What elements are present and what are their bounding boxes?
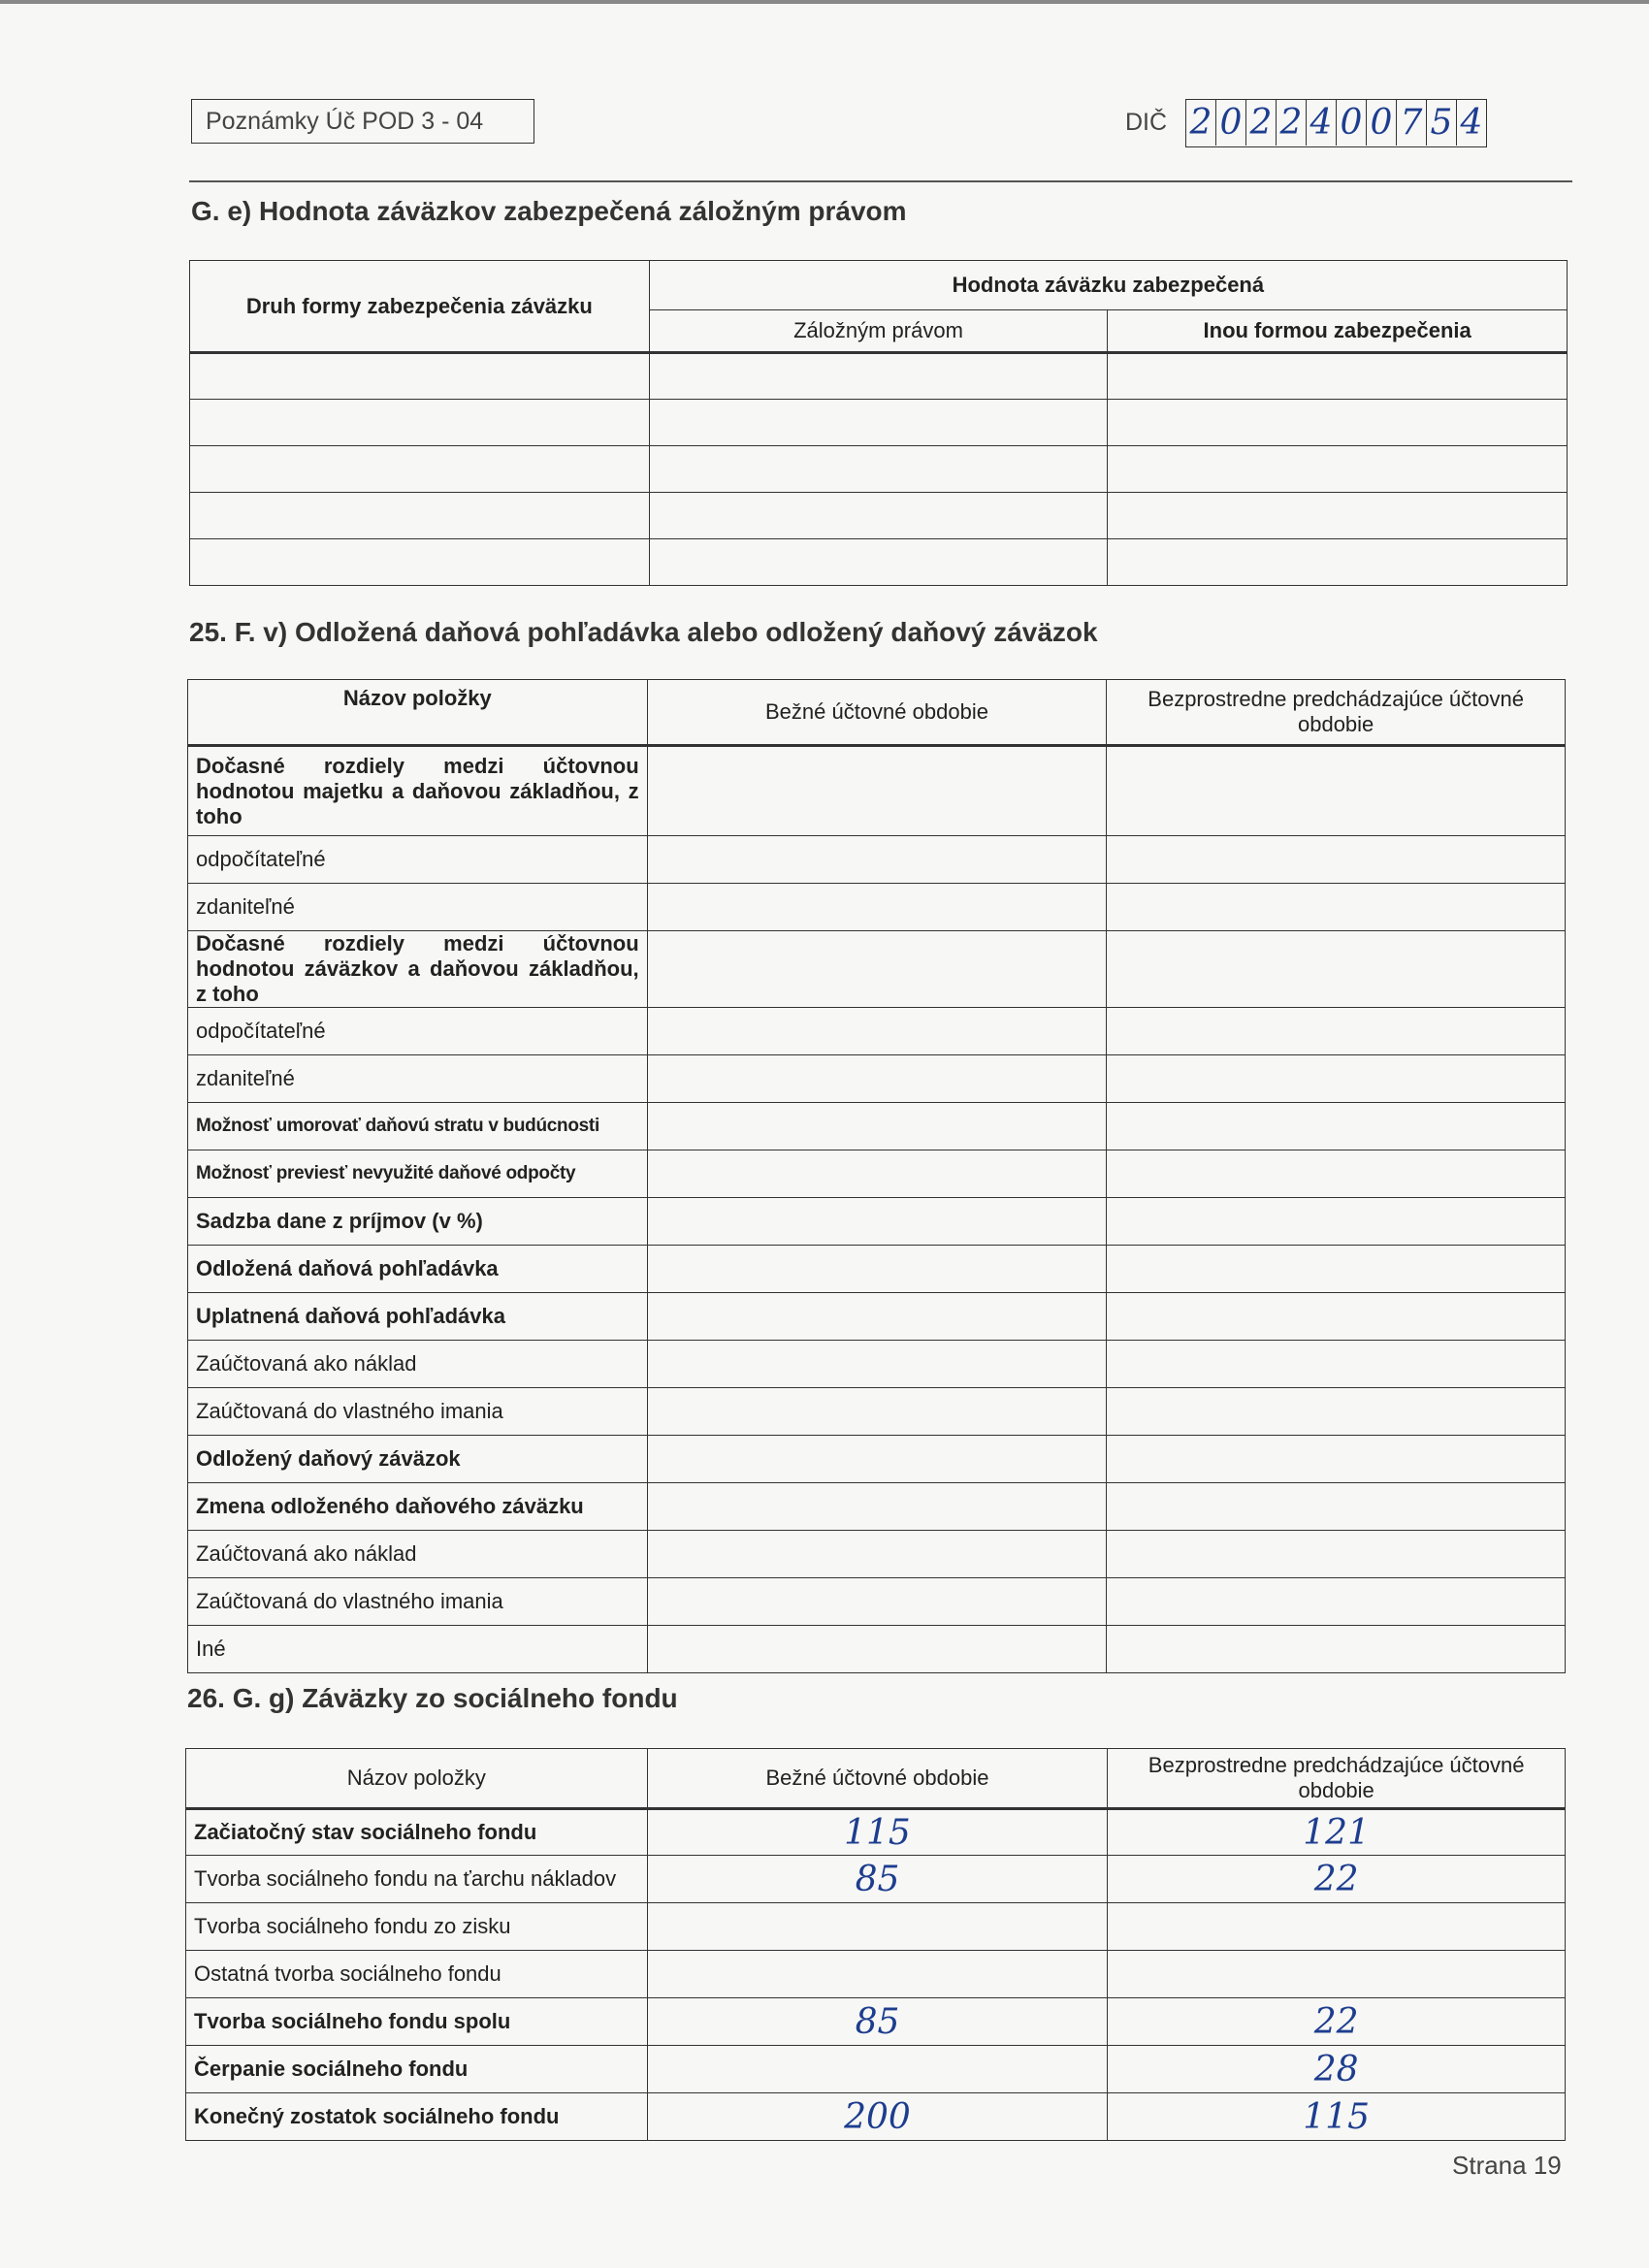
cell[interactable] [1107, 746, 1566, 836]
form-code-box [191, 99, 534, 144]
table-row [188, 1293, 1566, 1341]
current-value[interactable]: 85 [647, 1998, 1108, 2046]
cell[interactable] [1107, 1436, 1566, 1483]
cell[interactable] [1107, 1483, 1566, 1531]
cell[interactable] [647, 746, 1107, 836]
previous-value[interactable]: 28 [1108, 2046, 1566, 2093]
table-row [186, 1856, 1566, 1903]
cell[interactable] [647, 931, 1107, 1008]
dic-digit: 4 [1460, 103, 1483, 143]
cell[interactable] [649, 539, 1108, 586]
col-current-period: Bežné účtovné obdobie [647, 1749, 1108, 1809]
dic-field[interactable] [1185, 99, 1487, 147]
table-row [188, 1483, 1566, 1531]
table-row [188, 1626, 1566, 1673]
dic-digit: 0 [1216, 100, 1246, 146]
row-label: Odložená daňová pohľadávka [188, 1246, 648, 1293]
section-ge-title: G. e) Hodnota záväzkov zabezpečená záložným právom [191, 196, 907, 226]
row-label: zdaniteľné [188, 884, 648, 931]
cell[interactable] [1107, 1578, 1566, 1626]
cell[interactable] [647, 1150, 1107, 1198]
dic-digit: 5 [1427, 100, 1457, 146]
previous-value[interactable]: 22 [1108, 1856, 1566, 1903]
table-row [188, 1246, 1566, 1293]
cell[interactable] [647, 1246, 1107, 1293]
table-row [190, 400, 1568, 446]
current-value[interactable] [647, 2046, 1108, 2093]
header-divider [189, 180, 1572, 182]
table-row [188, 1436, 1566, 1483]
current-value[interactable] [647, 1903, 1108, 1951]
dic-label: DIČ [1125, 109, 1168, 136]
cell[interactable] [649, 353, 1108, 400]
row-label: Tvorba sociálneho fondu spolu [186, 1998, 648, 2046]
cell[interactable] [647, 1483, 1107, 1531]
table-row [186, 1998, 1566, 2046]
cell[interactable] [1107, 1293, 1566, 1341]
col-previous-period: Bezprostredne predchádzajúce účtovné obdobie [1108, 1749, 1566, 1809]
deferred-tax-table [187, 679, 1566, 1673]
previous-value[interactable] [1108, 1903, 1566, 1951]
table-row [190, 353, 1568, 400]
cell[interactable] [647, 836, 1107, 884]
row-label: Sadzba dane z príjmov (v %) [188, 1198, 648, 1246]
col-group-secured-value: Hodnota záväzku zabezpečená [649, 261, 1567, 310]
table-row [188, 1198, 1566, 1246]
row-label: Možnosť umorovať daňovú stratu v budúcnosti [188, 1103, 648, 1150]
dic-digit: 0 [1337, 100, 1367, 146]
cell[interactable] [647, 1008, 1107, 1055]
cell[interactable] [1108, 353, 1568, 400]
dic-digit: 0 [1367, 100, 1397, 146]
table-row [188, 1531, 1566, 1578]
table-row [188, 884, 1566, 931]
section-26-title: 26. G. g) Záväzky zo sociálneho fondu [187, 1683, 678, 1713]
cell[interactable] [647, 1388, 1107, 1436]
col-item-name: Názov položky [188, 680, 648, 746]
row-label: Tvorba sociálneho fondu zo zisku [186, 1903, 648, 1951]
cell[interactable] [190, 446, 650, 493]
cell[interactable] [1107, 1055, 1566, 1103]
col-security-type: Druh formy zabezpečenia záväzku [190, 261, 650, 353]
table-row [190, 446, 1568, 493]
row-label: Zmena odloženého daňového záväzku [188, 1483, 648, 1531]
table-row [188, 1008, 1566, 1055]
cell[interactable] [1108, 446, 1568, 493]
cell[interactable] [1107, 1388, 1566, 1436]
table-row [186, 1951, 1566, 1998]
cell[interactable] [647, 884, 1107, 931]
table-row [188, 1103, 1566, 1150]
cell[interactable] [647, 1341, 1107, 1388]
cell[interactable] [190, 353, 650, 400]
cell[interactable] [1107, 1150, 1566, 1198]
cell[interactable] [190, 400, 650, 446]
cell[interactable] [1108, 400, 1568, 446]
cell[interactable] [1107, 931, 1566, 1008]
cell[interactable] [647, 1578, 1107, 1626]
current-value[interactable]: 85 [647, 1856, 1108, 1903]
previous-value[interactable] [1108, 1951, 1566, 1998]
table-row [188, 836, 1566, 884]
dic-digit: 2 [1186, 100, 1216, 146]
col-item-name: Názov položky [186, 1749, 648, 1809]
cell[interactable] [647, 1531, 1107, 1578]
dic-digit: 4 [1307, 100, 1337, 146]
dic-digit: 2 [1246, 100, 1277, 146]
cell[interactable] [649, 493, 1108, 539]
table-row [188, 1388, 1566, 1436]
col-other-security: Inou formou zabezpečenia [1108, 310, 1568, 353]
cell[interactable] [1107, 1626, 1566, 1673]
current-value[interactable]: 200 [647, 2093, 1108, 2141]
row-label: Zaúčtovaná ako náklad [188, 1341, 648, 1388]
row-label: Tvorba sociálneho fondu na ťarchu nákladov [186, 1856, 648, 1903]
row-label: odpočítateľné [188, 836, 648, 884]
table-row [188, 1150, 1566, 1198]
table-row [186, 1809, 1566, 1856]
row-label: odpočítateľné [188, 1008, 648, 1055]
row-label: Odložený daňový záväzok [188, 1436, 648, 1483]
cell[interactable] [647, 1198, 1107, 1246]
cell[interactable] [1107, 1341, 1566, 1388]
section-25-title: 25. F. v) Odložená daňová pohľadávka alebo odložený daňový záväzok [189, 617, 1098, 647]
cell[interactable] [1107, 1531, 1566, 1578]
table-row [188, 1055, 1566, 1103]
row-label: Uplatnená daňová pohľadávka [188, 1293, 648, 1341]
row-label: Zaúčtovaná do vlastného imania [188, 1578, 648, 1626]
cell[interactable] [647, 1055, 1107, 1103]
table-row [190, 539, 1568, 586]
cell[interactable] [647, 1103, 1107, 1150]
row-label: Dočasné rozdiely medzi účtovnou hodnotou majetku a daňovou základňou, z toho [188, 746, 648, 836]
table-row [190, 493, 1568, 539]
cell[interactable] [1107, 1198, 1566, 1246]
secured-liabilities-table [189, 260, 1568, 586]
table-row [188, 931, 1566, 1008]
col-current-period: Bežné účtovné obdobie [647, 680, 1107, 746]
row-label: Iné [188, 1626, 648, 1673]
row-label: Čerpanie sociálneho fondu [186, 2046, 648, 2093]
table-row [188, 1578, 1566, 1626]
row-label: Zaúčtovaná ako náklad [188, 1531, 648, 1578]
row-label: Ostatná tvorba sociálneho fondu [186, 1951, 648, 1998]
table-row [186, 2046, 1566, 2093]
row-label: Možnosť previesť nevyužité daňové odpočty [188, 1150, 648, 1198]
cell[interactable] [647, 1293, 1107, 1341]
cell[interactable] [1107, 884, 1566, 931]
cell[interactable] [649, 400, 1108, 446]
dic-digit: 2 [1277, 100, 1307, 146]
cell[interactable] [190, 493, 650, 539]
table-row [188, 1341, 1566, 1388]
cell[interactable] [647, 1436, 1107, 1483]
previous-value[interactable]: 115 [1108, 2093, 1566, 2141]
page-number: Strana 19 [1452, 2151, 1562, 2180]
cell[interactable] [1108, 539, 1568, 586]
cell[interactable] [190, 539, 650, 586]
row-label: Začiatočný stav sociálneho fondu [186, 1809, 648, 1856]
col-previous-period: Bezprostredne predchádzajúce účtovné obdobie [1107, 680, 1566, 746]
cell[interactable] [1107, 1246, 1566, 1293]
social-fund-table [185, 1748, 1566, 2141]
table-row [186, 2093, 1566, 2141]
row-label: Konečný zostatok sociálneho fondu [186, 2093, 648, 2141]
previous-value[interactable]: 22 [1108, 1998, 1566, 2046]
row-label: zdaniteľné [188, 1055, 648, 1103]
current-value[interactable]: 115 [647, 1809, 1108, 1856]
current-value[interactable] [647, 1951, 1108, 1998]
form-code: Poznámky Úč POD 3 - 04 [206, 107, 484, 135]
cell[interactable] [649, 446, 1108, 493]
col-lien: Záložným právom [649, 310, 1108, 353]
row-label: Dočasné rozdiely medzi účtovnou hodnotou záväzkov a daňovou základňou, z toho [188, 931, 648, 1008]
table-row [188, 746, 1566, 836]
previous-value[interactable]: 121 [1108, 1809, 1566, 1856]
scan-edge [0, 0, 1649, 4]
cell[interactable] [1107, 1008, 1566, 1055]
table-row [186, 1903, 1566, 1951]
dic-digit: 7 [1397, 100, 1427, 146]
cell[interactable] [1107, 836, 1566, 884]
cell[interactable] [1108, 493, 1568, 539]
row-label: Zaúčtovaná do vlastného imania [188, 1388, 648, 1436]
cell[interactable] [647, 1626, 1107, 1673]
cell[interactable] [1107, 1103, 1566, 1150]
